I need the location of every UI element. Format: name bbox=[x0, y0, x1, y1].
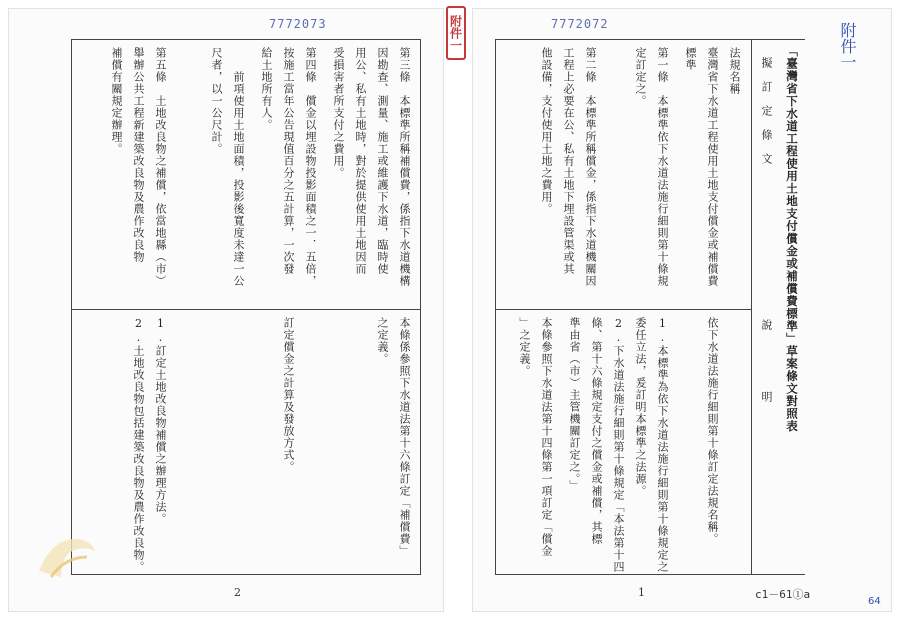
page-number: 2 bbox=[234, 586, 241, 599]
provision-line: 第三條 本標準所稱補償費，係指下水道機構 bbox=[398, 47, 411, 287]
explanation-line: 1.本標準為依下水道法施行細則第十條規定之 bbox=[656, 317, 669, 573]
table-border-top bbox=[495, 39, 805, 40]
handwritten-page-number: 64 bbox=[868, 596, 881, 607]
table-border-bottom bbox=[71, 574, 421, 575]
doc-number: 7772073 bbox=[269, 17, 327, 31]
provision-line: 第四條 償金以埋設物投影面積之一．五倍， bbox=[304, 47, 317, 287]
provision-line: 第二條 本標準所稱償金，係指下水道機關因 bbox=[584, 47, 597, 287]
explanation-line: 2.土地改良物包括建築改良物及農作改良物。 bbox=[132, 317, 145, 573]
provision-line: 標準 bbox=[684, 47, 697, 71]
provision-line: 舉辦公共工程新建築改良物及農作改良物 bbox=[132, 47, 145, 263]
table-border-right bbox=[420, 39, 421, 574]
provision-line: 第五條 土地改良物之補償，依當地縣（市） bbox=[154, 47, 167, 287]
table-border-left bbox=[495, 39, 496, 574]
provision-line: 法規名稱 bbox=[728, 47, 741, 95]
table-row-divider bbox=[495, 309, 751, 310]
provision-line: 因勘查、測量、施工或維護下水道，臨時使 bbox=[376, 47, 389, 275]
provision-line: 第一條 本標準依下水道法施行細則第十條規 bbox=[656, 47, 669, 287]
header-explanation: 說 明 bbox=[760, 319, 773, 403]
provision-line: 按施工當年公告現值百分之五計算，一次發 bbox=[282, 47, 295, 275]
provision-line: 尺者，以一公尺計。 bbox=[210, 47, 223, 155]
table-border-left bbox=[71, 39, 72, 574]
provision-line: 給土地所有人。 bbox=[260, 47, 273, 131]
provision-line: 他設備，支付使用土地之費用。 bbox=[540, 47, 553, 215]
doc-number: 7772072 bbox=[551, 17, 609, 31]
header-column-divider bbox=[751, 39, 752, 574]
page-code: c1－61①a bbox=[755, 588, 811, 601]
document-title: 「臺灣省下水道工程使用土地支付償金或補償費標準」草案條文對照表 bbox=[785, 45, 799, 433]
handwritten-note: 附件一 bbox=[838, 22, 857, 70]
explanation-line: 之定義。 bbox=[376, 317, 389, 365]
attachment-stamp: 附件一 bbox=[446, 6, 466, 60]
left-page bbox=[8, 8, 444, 612]
provision-line: 臺灣省下水道工程使用土地支付償金或補償費 bbox=[706, 47, 719, 287]
provision-line: 工程上必要在公、私有土地下埋設管渠或其 bbox=[562, 47, 575, 275]
provision-line: 前項使用土地面積，投影後寬度未達一公 bbox=[232, 47, 245, 287]
page-number: 1 bbox=[638, 586, 645, 599]
header-provisions: 擬 訂 定 條 文 bbox=[760, 57, 773, 165]
provision-line: 受損害者所支付之費用。 bbox=[332, 47, 345, 179]
explanation-line: 依下水道法施行細則第十條訂定法規名稱。 bbox=[706, 317, 719, 545]
explanation-line: 本條參照下水道法第十四條第一項訂定「償金 bbox=[540, 317, 553, 557]
explanation-line: 2.下水道法施行細則第十條規定「本法第十四 bbox=[612, 317, 625, 573]
table-border-top bbox=[71, 39, 421, 40]
explanation-line: 訂定償金之計算及發放方式。 bbox=[282, 317, 295, 473]
watermark-logo-icon bbox=[31, 531, 101, 586]
explanation-line: 委任立法，爰訂明本標準之法源。 bbox=[634, 317, 647, 497]
table-border-bottom bbox=[495, 574, 805, 575]
table-row-divider bbox=[71, 309, 421, 310]
provision-line: 用公、私有土地時，對於提供使用土地因而 bbox=[354, 47, 367, 275]
explanation-line: 本條係參照下水道法第十六條訂定「補償費」 bbox=[398, 317, 411, 557]
explanation-line: 準由省（市）主管機關訂定之。」 bbox=[568, 317, 581, 492]
provision-line: 定訂定之。 bbox=[634, 47, 647, 107]
explanation-line: 條、第十六條規定支付之償金或補償，其標 bbox=[590, 317, 603, 545]
provision-line: 補償有關規定辦理。 bbox=[110, 47, 123, 155]
explanation-line: 1.訂定土地改良物補償之辦理方法。 bbox=[154, 317, 167, 525]
right-page bbox=[472, 8, 892, 612]
explanation-line: 」之定義。 bbox=[518, 317, 531, 377]
